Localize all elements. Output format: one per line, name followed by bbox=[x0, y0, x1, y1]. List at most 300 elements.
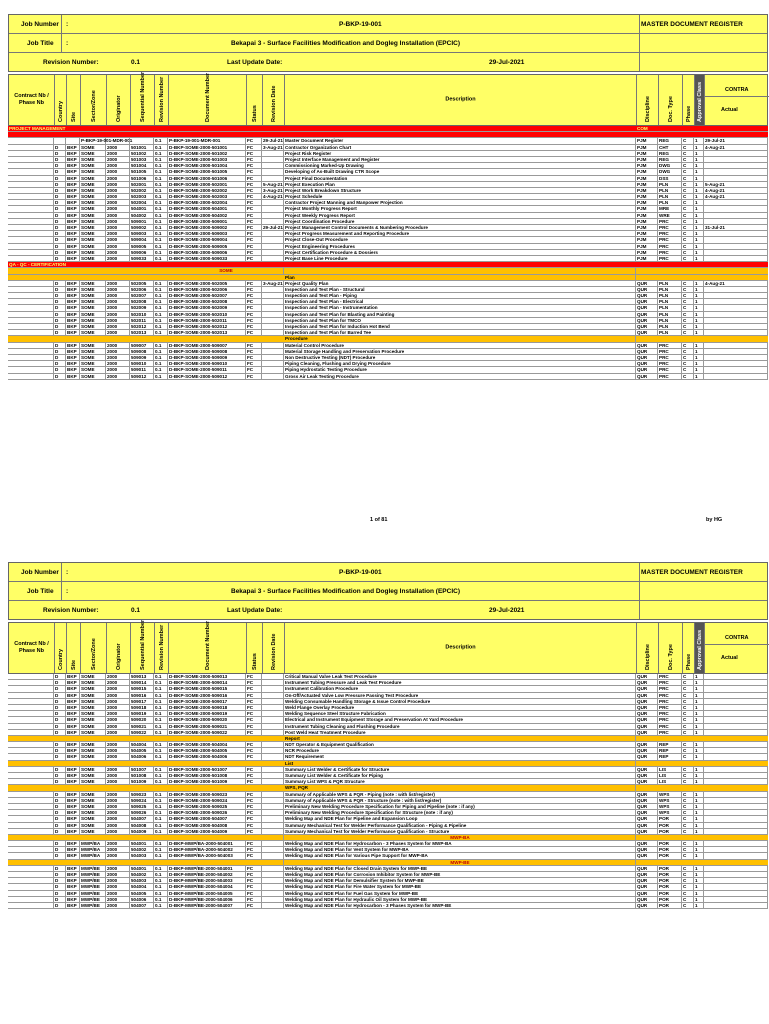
revision-cell: 0.1 bbox=[154, 312, 168, 317]
column-header-row bbox=[8, 71, 768, 126]
approval-cell: 1 bbox=[694, 361, 704, 366]
job-number-colon: : bbox=[66, 569, 69, 576]
sequential-cell: 501007 bbox=[130, 767, 154, 772]
revision-date-cell bbox=[262, 841, 284, 846]
discipline-cell: PJM bbox=[636, 176, 658, 181]
approval-cell: 1 bbox=[694, 305, 704, 310]
discipline-cell: PJM bbox=[636, 206, 658, 211]
sequential-cell: 501009 bbox=[130, 779, 154, 784]
doc-type-cell: PLN bbox=[658, 312, 682, 317]
contract-cell bbox=[8, 169, 54, 174]
col-contract: Contract Nb / Phase Nb bbox=[9, 75, 55, 125]
originator-cell: 2000 bbox=[106, 176, 130, 181]
phase-cell: C bbox=[682, 748, 694, 753]
site-cell: BKP bbox=[66, 361, 80, 366]
col-description: Description bbox=[285, 623, 637, 673]
document-number-cell: D-BKP-SOME-2000-509014 bbox=[168, 680, 246, 685]
description-cell: Inspection and Test Plan - Electrical bbox=[284, 299, 636, 304]
status-cell: FC bbox=[246, 182, 262, 187]
site-cell: BKP bbox=[66, 810, 80, 815]
table-row bbox=[8, 903, 768, 909]
approval-cell: 1 bbox=[694, 287, 704, 292]
revision-date-cell bbox=[262, 730, 284, 735]
sector-cell: MWP/BE bbox=[80, 884, 106, 889]
phase-cell: C bbox=[682, 878, 694, 883]
phase-cell: C bbox=[682, 138, 694, 143]
site-cell: BKP bbox=[66, 767, 80, 772]
approval-cell: 1 bbox=[694, 767, 704, 772]
sequential-cell: 504001 bbox=[130, 206, 154, 211]
approval-cell: 1 bbox=[694, 891, 704, 896]
contract-cell bbox=[8, 773, 54, 778]
last-update-value: 29-Jul-2021 bbox=[489, 607, 525, 614]
phase-cell: C bbox=[682, 693, 694, 698]
actual-label: Actual bbox=[721, 655, 738, 661]
col-revision: Revision Number bbox=[155, 75, 169, 125]
phase-cell: C bbox=[682, 299, 694, 304]
doc-type-cell: PRC bbox=[658, 724, 682, 729]
contract-cell bbox=[8, 903, 54, 908]
approval-cell: 1 bbox=[694, 823, 704, 828]
revision-date-cell bbox=[262, 693, 284, 698]
site-cell: BKP bbox=[66, 730, 80, 735]
register-rows-2 bbox=[8, 674, 768, 909]
doc-type-cell: POR bbox=[658, 829, 682, 834]
revision-cell: 0.1 bbox=[154, 374, 168, 379]
contract-cell bbox=[8, 798, 54, 803]
contract-cell bbox=[8, 779, 54, 784]
phase-cell: C bbox=[682, 324, 694, 329]
document-number-cell: D-BKP-SOME-2000-504002 bbox=[168, 213, 246, 218]
site-cell: BKP bbox=[66, 872, 80, 877]
approval-cell: 1 bbox=[694, 841, 704, 846]
doc-type-cell: REG bbox=[658, 138, 682, 143]
site-cell: BKP bbox=[66, 853, 80, 858]
site-cell: BKP bbox=[66, 312, 80, 317]
country-cell: D bbox=[54, 891, 66, 896]
document-number-cell: D-BKP-MWP/BE-2000-504003 bbox=[168, 878, 246, 883]
doc-type-cell: PLN bbox=[658, 281, 682, 286]
doc-type-cell: PRC bbox=[658, 244, 682, 249]
contractor-actual-cell bbox=[704, 287, 768, 292]
originator-cell bbox=[106, 138, 130, 143]
contractor-actual-cell bbox=[704, 816, 768, 821]
contract-cell bbox=[8, 361, 54, 366]
sequential-cell: 509011 bbox=[130, 367, 154, 372]
status-cell: FC bbox=[246, 169, 262, 174]
contract-cell bbox=[8, 711, 54, 716]
document-number-cell: D-BKP-SOME-2000-504006 bbox=[168, 754, 246, 759]
contract-cell bbox=[8, 767, 54, 772]
doc-type-cell: PLN bbox=[658, 188, 682, 193]
subsection-title: List bbox=[284, 761, 636, 766]
sequential-cell: 502013 bbox=[130, 330, 154, 335]
col-revision-date: Revision Date bbox=[263, 75, 285, 125]
approval-cell: 1 bbox=[694, 693, 704, 698]
description-cell: Piping Cleaning, Flushing and Drying Procedure bbox=[284, 361, 636, 366]
document-number-cell: D-BKP-SOME-2000-509001 bbox=[168, 219, 246, 224]
phase-cell: C bbox=[682, 355, 694, 360]
contract-cell bbox=[8, 163, 54, 168]
description-cell: Project Monthly Progress Report bbox=[284, 206, 636, 211]
col-description: Description bbox=[285, 75, 637, 125]
country-cell: D bbox=[54, 225, 66, 230]
site-cell: BKP bbox=[66, 754, 80, 759]
country-cell: D bbox=[54, 754, 66, 759]
discipline-cell: QUR bbox=[636, 293, 658, 298]
revision-cell: 0.1 bbox=[154, 891, 168, 896]
status-cell: FC bbox=[246, 237, 262, 242]
revision-date-cell bbox=[262, 680, 284, 685]
site-cell: BKP bbox=[66, 305, 80, 310]
revision-cell: 0.1 bbox=[154, 169, 168, 174]
sequential-cell: 509002 bbox=[130, 225, 154, 230]
site-cell: BKP bbox=[66, 151, 80, 156]
site-cell: BKP bbox=[66, 256, 80, 261]
phase-cell: C bbox=[682, 798, 694, 803]
site-cell: BKP bbox=[66, 891, 80, 896]
discipline-cell: PJM bbox=[636, 188, 658, 193]
site-cell: BKP bbox=[66, 169, 80, 174]
status-cell: FC bbox=[246, 680, 262, 685]
originator-cell: 2000 bbox=[106, 200, 130, 205]
contract-cell bbox=[8, 792, 54, 797]
document-number-cell: D-BKP-SOME-2000-509025 bbox=[168, 804, 246, 809]
originator-cell: 2000 bbox=[106, 823, 130, 828]
site-cell: BKP bbox=[66, 318, 80, 323]
country-cell: D bbox=[54, 748, 66, 753]
sequential-cell: 509004 bbox=[130, 237, 154, 242]
document-number-cell: D-BKP-MWP/BE-2000-504002 bbox=[168, 872, 246, 877]
phase-cell: C bbox=[682, 823, 694, 828]
contract-cell bbox=[8, 866, 54, 871]
status-cell: FC bbox=[246, 287, 262, 292]
site-cell: BKP bbox=[66, 717, 80, 722]
document-number-cell: D-BKP-SOME-2000-504005 bbox=[168, 748, 246, 753]
discipline-cell: PJM bbox=[636, 244, 658, 249]
phase-cell: C bbox=[682, 281, 694, 286]
description-cell: Material Control Procedure bbox=[284, 343, 636, 348]
doc-type-cell: POR bbox=[658, 897, 682, 902]
revision-cell: 0.1 bbox=[154, 717, 168, 722]
sequential-cell: 502006 bbox=[130, 287, 154, 292]
approval-cell: 1 bbox=[694, 779, 704, 784]
status-cell: FC bbox=[246, 213, 262, 218]
document-number-cell: D-BKP-MWP/BE-2000-504001 bbox=[168, 866, 246, 871]
phase-cell: C bbox=[682, 792, 694, 797]
contractor-actual-cell bbox=[704, 897, 768, 902]
originator-cell: 2000 bbox=[106, 169, 130, 174]
doc-type-cell: CHT bbox=[658, 145, 682, 150]
contract-cell bbox=[8, 816, 54, 821]
originator-cell: 2000 bbox=[106, 705, 130, 710]
revision-date-cell bbox=[262, 699, 284, 704]
description-cell: NDT Operator & Equipment Qualification bbox=[284, 742, 636, 747]
revision-cell: 0.1 bbox=[154, 810, 168, 815]
discipline-cell: PJM bbox=[636, 219, 658, 224]
originator-cell: 2000 bbox=[106, 724, 130, 729]
doc-type-cell: POR bbox=[658, 866, 682, 871]
site-cell: BKP bbox=[66, 250, 80, 255]
table-row bbox=[8, 374, 768, 380]
phase-cell: C bbox=[682, 767, 694, 772]
sequential-cell: 504006 bbox=[130, 897, 154, 902]
sequential-cell: 509021 bbox=[130, 724, 154, 729]
sector-cell: SOME bbox=[80, 374, 106, 379]
revision-cell: 0.1 bbox=[154, 367, 168, 372]
revision-date-cell bbox=[262, 674, 284, 679]
approval-cell: 1 bbox=[694, 176, 704, 181]
status-cell: FC bbox=[246, 367, 262, 372]
country-cell: D bbox=[54, 281, 66, 286]
col-country: Country bbox=[55, 623, 67, 673]
revision-date-cell bbox=[262, 237, 284, 242]
country-cell: D bbox=[54, 872, 66, 877]
status-cell: FC bbox=[246, 374, 262, 379]
col-contractor bbox=[705, 623, 769, 673]
document-number-cell: D-BKP-SOME-2000-501009 bbox=[168, 779, 246, 784]
revision-cell: 0.1 bbox=[154, 804, 168, 809]
col-originator: Originator bbox=[107, 75, 131, 125]
sector-cell: MWP/BE bbox=[80, 872, 106, 877]
country-cell: D bbox=[54, 878, 66, 883]
discipline-cell: QUR bbox=[636, 754, 658, 759]
status-cell: FC bbox=[246, 816, 262, 821]
document-number-cell: D-BKP-SOME-2000-504004 bbox=[168, 742, 246, 747]
sequential-cell: 502012 bbox=[130, 324, 154, 329]
sequential-cell: 504006 bbox=[130, 754, 154, 759]
description-cell: Electrical and Instrument Equipment Storage and Preservation At Yard Procedure bbox=[284, 717, 636, 722]
description-cell: Project Engineering Procedures bbox=[284, 244, 636, 249]
description-cell: Welding Map and NDE Plan for Fire Water System for MWP-BE bbox=[284, 884, 636, 889]
document-number-cell: D-BKP-SOME-2000-504009 bbox=[168, 829, 246, 834]
country-cell: D bbox=[54, 367, 66, 372]
revision-date-cell: 29-Jul-21 bbox=[263, 138, 283, 144]
originator-cell: 2000 bbox=[106, 182, 130, 187]
site-cell: BKP bbox=[66, 792, 80, 797]
revision-cell: 0.1 bbox=[154, 244, 168, 249]
doc-type-cell: POR bbox=[658, 847, 682, 852]
document-number-cell: D-BKP-SOME-2000-509004 bbox=[168, 237, 246, 242]
site-cell: BKP bbox=[66, 213, 80, 218]
description-cell: Inspection and Test Plan for TMCO bbox=[284, 318, 636, 323]
area-sector: SOME bbox=[168, 268, 284, 273]
col-status: Status bbox=[247, 623, 263, 673]
revision-cell: 0.1 bbox=[154, 693, 168, 698]
contractor-actual-cell bbox=[704, 773, 768, 778]
contractor-actual-cell bbox=[704, 724, 768, 729]
phase-cell: C bbox=[682, 884, 694, 889]
country-cell: D bbox=[54, 299, 66, 304]
status-cell: FC bbox=[246, 810, 262, 815]
originator-cell: 2000 bbox=[106, 866, 130, 871]
doc-type-cell: PRC bbox=[658, 225, 682, 230]
approval-cell: 1 bbox=[694, 674, 704, 679]
phase-cell: C bbox=[682, 903, 694, 908]
discipline-cell: QUR bbox=[636, 773, 658, 778]
description-cell: Project Coordination Procedure bbox=[284, 219, 636, 224]
document-number-cell: D-BKP-SOME-2000-502012 bbox=[168, 324, 246, 329]
sector-cell: MWP/BA bbox=[80, 841, 106, 846]
country-cell: D bbox=[54, 355, 66, 360]
country-cell: D bbox=[54, 847, 66, 852]
country-cell: D bbox=[54, 699, 66, 704]
contractor-actual-cell bbox=[704, 250, 768, 255]
document-number-cell: D-BKP-MWP/BE-2000-504005 bbox=[168, 891, 246, 896]
status-cell: FC bbox=[246, 361, 262, 366]
contract-cell bbox=[8, 699, 54, 704]
originator-cell: 2000 bbox=[106, 349, 130, 354]
country-cell: D bbox=[54, 169, 66, 174]
revision-cell: 0.1 bbox=[154, 237, 168, 242]
contractor-actual-cell bbox=[704, 256, 768, 261]
contractor-actual-cell bbox=[704, 841, 768, 846]
sequential-cell: 504001 bbox=[130, 841, 154, 846]
approval-cell: 1 bbox=[694, 374, 704, 379]
sequential-cell: 502010 bbox=[130, 312, 154, 317]
job-title-colon: : bbox=[66, 588, 69, 595]
sector-cell: SOME bbox=[80, 312, 106, 317]
site-cell: BKP bbox=[66, 324, 80, 329]
discipline-cell: QUR bbox=[636, 367, 658, 372]
phase-cell: C bbox=[682, 206, 694, 211]
revision-cell: 0.1 bbox=[154, 754, 168, 759]
document-number-cell: D-BKP-SOME-2000-509023 bbox=[168, 792, 246, 797]
section-title: PROJECT MANAGEMENT bbox=[9, 126, 66, 131]
subsection-title: Procedure bbox=[284, 336, 636, 341]
revision-date-cell bbox=[262, 804, 284, 809]
doc-type-cell: PLN bbox=[658, 305, 682, 310]
description-cell: Inspection and Test Plan - Structural bbox=[284, 287, 636, 292]
sector-cell: SOME bbox=[80, 256, 106, 261]
status-cell: FC bbox=[246, 903, 262, 908]
subsection-title: WPS, PQR bbox=[284, 785, 636, 790]
document-number-cell: D-BKP-SOME-2000-509010 bbox=[168, 361, 246, 366]
col-approval: Approval Class bbox=[695, 623, 705, 673]
country-cell: D bbox=[54, 903, 66, 908]
revision-cell: 0.1 bbox=[154, 872, 168, 877]
phase-cell: C bbox=[682, 705, 694, 710]
phase-cell: C bbox=[682, 312, 694, 317]
description-cell: Welding Sequence Steel Structure Fabrication bbox=[284, 711, 636, 716]
contractor-actual-cell bbox=[704, 361, 768, 366]
originator-cell: 2000 bbox=[106, 188, 130, 193]
phase-cell: C bbox=[682, 213, 694, 218]
revision-date-cell bbox=[262, 792, 284, 797]
country-cell: D bbox=[54, 705, 66, 710]
status-cell: FC bbox=[246, 244, 262, 249]
sector-cell: SOME bbox=[80, 151, 106, 156]
doc-type-cell: WPS bbox=[658, 798, 682, 803]
section-title: QA - QC - CERTIFICATION bbox=[9, 262, 66, 268]
site-cell: BKP bbox=[66, 374, 80, 379]
revision-date-cell bbox=[262, 318, 284, 323]
revision-date-cell bbox=[262, 163, 284, 168]
country-cell: D bbox=[54, 686, 66, 691]
sector-cell: SOME bbox=[80, 225, 106, 230]
description-cell: Preliminary New Welding Procedure Specification for Piping and Pipeline (note : if any) bbox=[284, 804, 636, 809]
job-title-label: Job Title bbox=[27, 40, 54, 47]
contractor-actual-cell bbox=[704, 853, 768, 858]
revision-cell: 0.1 bbox=[154, 686, 168, 691]
description-cell: Contractor Organization Chart bbox=[284, 145, 636, 150]
revision-date-cell bbox=[262, 299, 284, 304]
contractor-actual-cell bbox=[704, 299, 768, 304]
sequential-cell: 509016 bbox=[130, 693, 154, 698]
description-cell: Summary of Applicable WPS & PQR - Piping (note : with list/register) bbox=[284, 792, 636, 797]
phase-cell: C bbox=[682, 367, 694, 372]
discipline-cell: PJM bbox=[636, 169, 658, 174]
document-number-cell: D-BKP-SOME-2000-504008 bbox=[168, 823, 246, 828]
site-cell: BKP bbox=[66, 686, 80, 691]
doc-type-cell: POR bbox=[658, 903, 682, 908]
revision-cell: 0.1 bbox=[154, 145, 168, 150]
contractor-actual-cell bbox=[704, 237, 768, 242]
revision-date-cell: 3-Aug-21 bbox=[263, 187, 283, 193]
description-cell: Welding Map and NDE Plan for Various Pipe Support for MWP-BA bbox=[284, 853, 636, 858]
revision-date-cell bbox=[262, 853, 284, 858]
country-cell: D bbox=[54, 773, 66, 778]
revision-cell: 0.1 bbox=[154, 841, 168, 846]
sequential-cell: 509015 bbox=[130, 686, 154, 691]
description-cell: Inspection and Test Plan for Blasting and Painting bbox=[284, 312, 636, 317]
contract-cell bbox=[8, 237, 54, 242]
country-cell: D bbox=[54, 182, 66, 187]
approval-cell: 1 bbox=[694, 717, 704, 722]
contract-cell bbox=[8, 343, 54, 348]
originator-cell: 2000 bbox=[106, 330, 130, 335]
sector-cell: SOME bbox=[80, 792, 106, 797]
phase-cell: C bbox=[682, 182, 694, 187]
sequential-cell: 502009 bbox=[130, 305, 154, 310]
originator-cell: 2000 bbox=[106, 798, 130, 803]
revision-date-cell bbox=[262, 169, 284, 174]
sequential-cell: 504008 bbox=[130, 823, 154, 828]
description-cell: Critical Manual Valve Leak Test Procedure bbox=[284, 674, 636, 679]
site-cell: BKP bbox=[66, 773, 80, 778]
approval-cell: 1 bbox=[694, 250, 704, 255]
revision-date-cell bbox=[262, 330, 284, 335]
phase-cell: C bbox=[682, 225, 694, 230]
revision-cell: 0.1 bbox=[154, 188, 168, 193]
doc-type-cell: PRC bbox=[658, 705, 682, 710]
contractor-actual-cell bbox=[704, 318, 768, 323]
revision-cell: 0.1 bbox=[154, 866, 168, 871]
document-number-cell: D-BKP-SOME-2000-502001 bbox=[168, 182, 246, 187]
description-cell: Welding Map and NDE Plan for Pipeline and Expansion Loop bbox=[284, 816, 636, 821]
status-cell: FC bbox=[246, 767, 262, 772]
contractor-actual-cell bbox=[704, 730, 768, 735]
sequential-cell: 509003 bbox=[130, 231, 154, 236]
contract-cell bbox=[8, 680, 54, 685]
col-discipline: Discipline bbox=[637, 623, 659, 673]
originator-cell: 2000 bbox=[106, 194, 130, 199]
phase-cell: C bbox=[682, 674, 694, 679]
revision-date-cell bbox=[262, 176, 284, 181]
status-cell: FC bbox=[246, 231, 262, 236]
contractor-actual-cell bbox=[704, 798, 768, 803]
contractor-actual-cell bbox=[704, 878, 768, 883]
country-cell: D bbox=[54, 829, 66, 834]
sector-cell: SOME bbox=[80, 157, 106, 162]
contract-cell bbox=[8, 686, 54, 691]
sector-cell: SOME bbox=[80, 176, 106, 181]
document-number-cell: D-BKP-SOME-2000-509019 bbox=[168, 711, 246, 716]
doc-type-cell: WPS bbox=[658, 792, 682, 797]
approval-cell: 1 bbox=[694, 188, 704, 193]
status-cell: FC bbox=[246, 866, 262, 871]
revision-cell: 0.1 bbox=[154, 711, 168, 716]
